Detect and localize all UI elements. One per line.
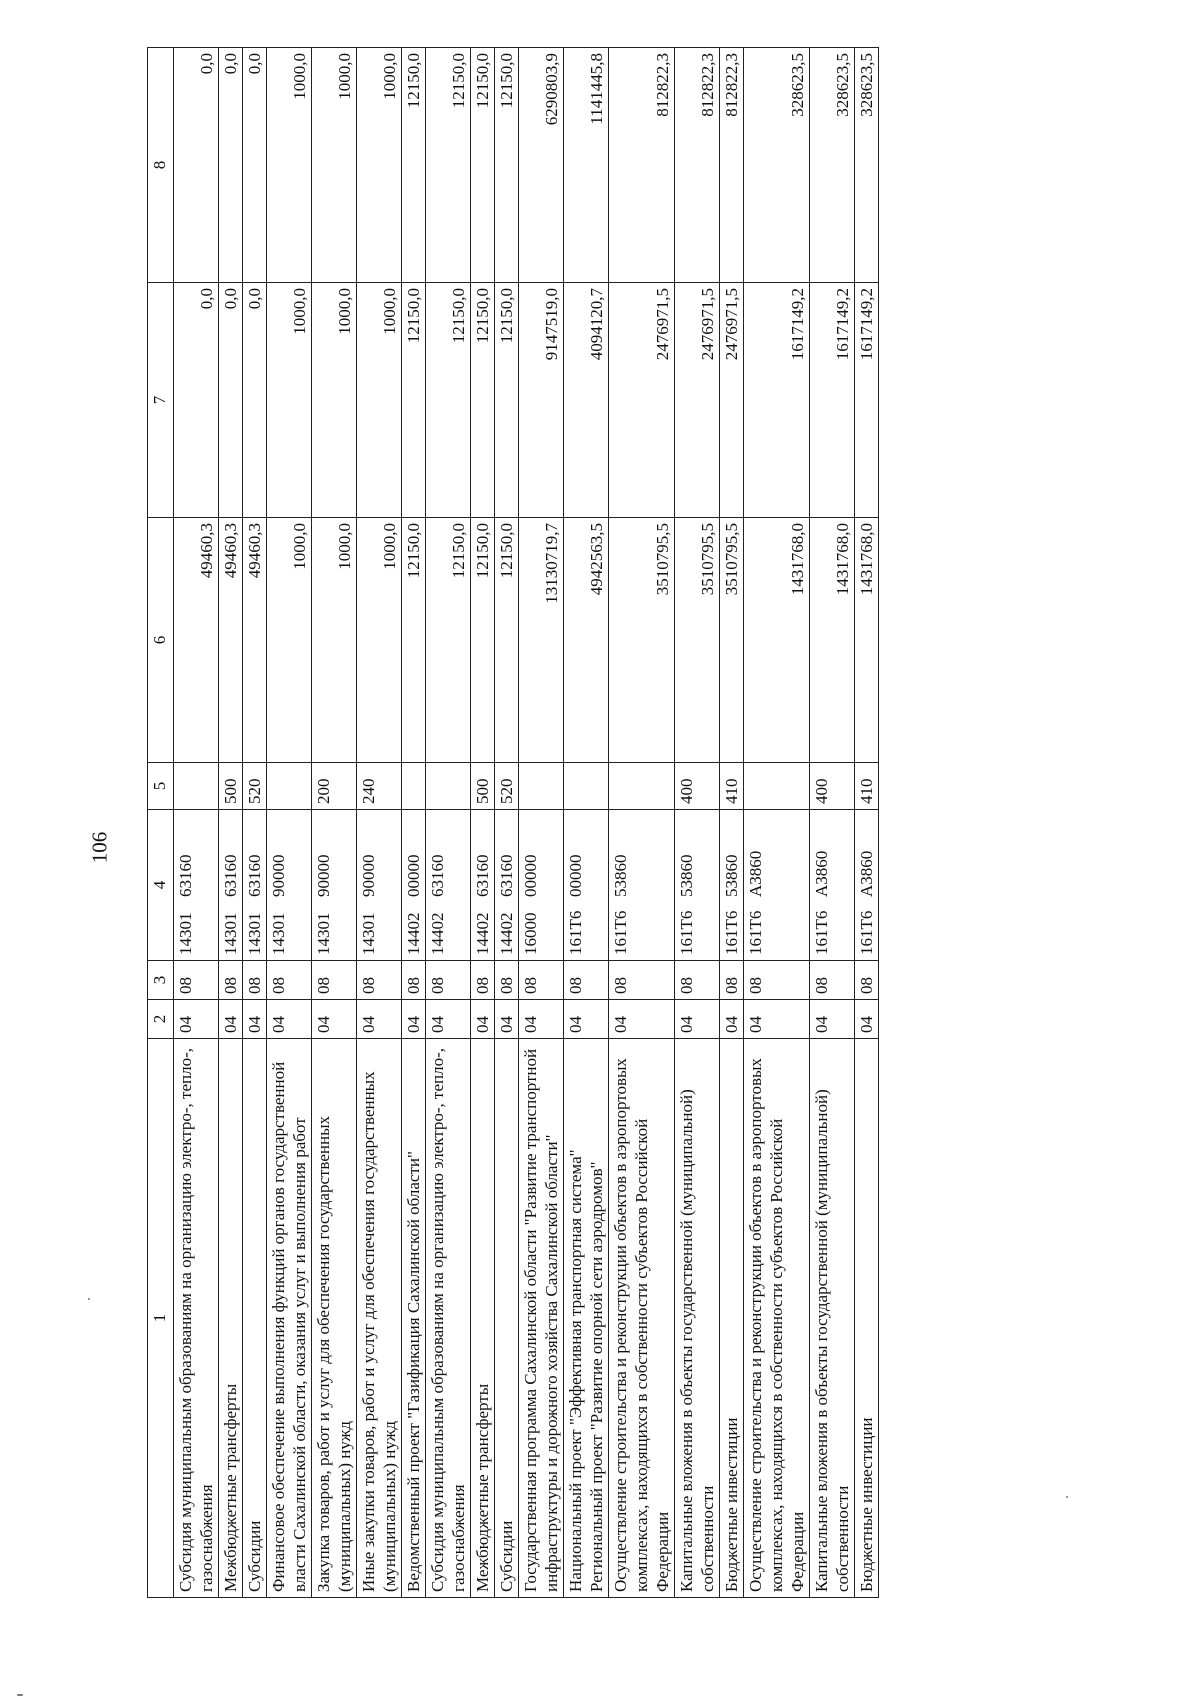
cell-c5: 400	[810, 763, 855, 810]
cell-target-code	[243, 810, 267, 961]
target-code-part: 90000	[269, 854, 288, 897]
cell-c5: 520	[243, 763, 267, 810]
cell-c8: 0,0	[243, 48, 267, 283]
target-code-part: 63160	[245, 854, 264, 897]
cell-c8: 812822,3	[720, 48, 744, 283]
target-code-part: 53860	[677, 854, 696, 897]
table-row	[219, 48, 243, 1598]
cell-name: Финансовое обеспечение выполнения функций органов государственной власти Сахалинской области, оказания услуг и выполнения работ	[267, 1039, 312, 1598]
header-cell: 4	[148, 810, 174, 961]
cell-c8: 1000,0	[312, 48, 357, 283]
cell-name: Капитальные вложения в объекты государственной (муниципальной) собственности	[675, 1039, 720, 1598]
target-code-part: А3860	[857, 850, 876, 897]
cell-name: Осуществление строительства и реконструкции объектов в аэропортовых комплексах, находящихся в собственности субъектов Российской Федерации	[609, 1039, 675, 1598]
cell-target-code	[675, 810, 720, 961]
cell-c7: 2476971,5	[609, 283, 675, 518]
cell-c3: 08	[855, 961, 879, 1000]
cell-c6: 3510795,5	[675, 518, 720, 763]
target-code-part: 14301	[314, 912, 333, 955]
cell-c7: 12150,0	[402, 283, 426, 518]
target-code-part: 90000	[314, 854, 333, 897]
cell-c3: 08	[426, 961, 471, 1000]
table-body	[174, 48, 879, 1598]
cell-c8: 6290803,9	[519, 48, 564, 283]
cell-c7: 0,0	[174, 283, 219, 518]
cell-c6: 49460,3	[243, 518, 267, 763]
cell-name: Субсидия муниципальным образованиям на организацию электро-, тепло-, газоснабжения	[174, 1039, 219, 1598]
cell-target-code	[495, 810, 519, 961]
cell-c7: 12150,0	[471, 283, 495, 518]
cell-c7: 1000,0	[267, 283, 312, 518]
target-code-part: 14301	[245, 912, 264, 955]
cell-c6: 13130719,7	[519, 518, 564, 763]
target-code-part: 14301	[269, 912, 288, 955]
cell-c7: 2476971,5	[720, 283, 744, 518]
cell-c3: 08	[744, 961, 810, 1000]
cell-c3: 08	[720, 961, 744, 1000]
cell-target-code	[312, 810, 357, 961]
target-code-part: 00000	[566, 854, 585, 897]
cell-c5: 500	[219, 763, 243, 810]
cell-c8: 328623,5	[744, 48, 810, 283]
header-cell: 3	[148, 961, 174, 1000]
target-code-part: 53860	[611, 854, 630, 897]
cell-c7: 1000,0	[357, 283, 402, 518]
cell-c6: 1000,0	[267, 518, 312, 763]
cell-c3: 08	[609, 961, 675, 1000]
target-code-part: 14402	[497, 912, 516, 955]
header-cell: 2	[148, 1000, 174, 1039]
table-row	[744, 48, 810, 1598]
cell-c5	[564, 763, 609, 810]
table-row	[357, 48, 402, 1598]
target-code-part: 53860	[722, 854, 741, 897]
cell-c7: 1617149,2	[744, 283, 810, 518]
cell-c8: 812822,3	[609, 48, 675, 283]
target-code-part: 161Т6	[722, 910, 741, 955]
cell-name: Межбюджетные трансферты	[219, 1039, 243, 1598]
cell-c6: 12150,0	[402, 518, 426, 763]
target-code-part: 90000	[359, 854, 378, 897]
target-code-part: 161Т6	[857, 910, 876, 955]
cell-c2: 04	[243, 1000, 267, 1039]
header-cell: 1	[148, 1039, 174, 1598]
cell-target-code	[219, 810, 243, 961]
cell-c6: 1431768,0	[855, 518, 879, 763]
cell-c5	[174, 763, 219, 810]
target-code-part: 00000	[404, 854, 423, 897]
cell-c7: 0,0	[243, 283, 267, 518]
cell-name: Капитальные вложения в объекты государственной (муниципальной) собственности	[810, 1039, 855, 1598]
cell-c3: 08	[243, 961, 267, 1000]
target-code-part: 161Т6	[746, 910, 765, 955]
table-row	[312, 48, 357, 1598]
cell-target-code	[402, 810, 426, 961]
header-cell: 8	[148, 48, 174, 283]
table-row	[720, 48, 744, 1598]
cell-target-code	[174, 810, 219, 961]
cell-c3: 08	[810, 961, 855, 1000]
cell-c3: 08	[675, 961, 720, 1000]
cell-c7: 9147519,0	[519, 283, 564, 518]
table-row	[495, 48, 519, 1598]
cell-c6: 4942563,5	[564, 518, 609, 763]
page-number: 106	[87, 831, 112, 864]
target-code-part: 14402	[473, 912, 492, 955]
target-code-part: 14301	[359, 912, 378, 955]
scan-dust	[1066, 1496, 1068, 1498]
target-code-part: 00000	[521, 854, 540, 897]
cell-c7: 12150,0	[495, 283, 519, 518]
cell-c8: 1000,0	[357, 48, 402, 283]
table-row	[174, 48, 219, 1598]
cell-c7: 0,0	[219, 283, 243, 518]
table-row	[675, 48, 720, 1598]
cell-c2: 04	[267, 1000, 312, 1039]
target-code-part: 63160	[176, 854, 195, 897]
cell-c3: 08	[312, 961, 357, 1000]
cell-c2: 04	[402, 1000, 426, 1039]
cell-c5: 410	[720, 763, 744, 810]
cell-c5	[609, 763, 675, 810]
cell-c5	[519, 763, 564, 810]
cell-c7: 2476971,5	[675, 283, 720, 518]
cell-c7: 12150,0	[426, 283, 471, 518]
cell-c2: 04	[426, 1000, 471, 1039]
cell-c5: 500	[471, 763, 495, 810]
target-code-part: 14301	[221, 912, 240, 955]
cell-name: Иные закупки товаров, работ и услуг для обеспечения государственных (муниципальных) нужд	[357, 1039, 402, 1598]
budget-table	[147, 47, 879, 1598]
cell-c6: 12150,0	[471, 518, 495, 763]
cell-c3: 08	[267, 961, 312, 1000]
cell-c5	[426, 763, 471, 810]
target-code-part: 63160	[428, 854, 447, 897]
table-row	[243, 48, 267, 1598]
target-code-part: 161Т6	[677, 910, 696, 955]
target-code-part: 14402	[404, 912, 423, 955]
table-row	[564, 48, 609, 1598]
table-row	[519, 48, 564, 1598]
table-row	[471, 48, 495, 1598]
header-cell: 7	[148, 283, 174, 518]
cell-target-code	[609, 810, 675, 961]
target-code-part: 14301	[176, 912, 195, 955]
cell-c5: 240	[357, 763, 402, 810]
cell-name: Субсидии	[243, 1039, 267, 1598]
cell-c8: 12150,0	[471, 48, 495, 283]
target-code-part: 63160	[221, 854, 240, 897]
cell-c8: 12150,0	[426, 48, 471, 283]
table-row	[426, 48, 471, 1598]
cell-target-code	[720, 810, 744, 961]
cell-name: Национальный проект "Эффективная транспортная система" Региональный проект "Развитие опорной сети аэродромов"	[564, 1039, 609, 1598]
cell-c2: 04	[720, 1000, 744, 1039]
cell-c6: 1000,0	[357, 518, 402, 763]
cell-c6: 1000,0	[312, 518, 357, 763]
cell-target-code	[744, 810, 810, 961]
target-code-part: 16000	[521, 912, 540, 955]
cell-c6: 3510795,5	[609, 518, 675, 763]
target-code-part: А3860	[812, 850, 831, 897]
cell-name: Осуществление строительства и реконструкции объектов в аэропортовых комплексах, находящихся в собственности субъектов Российской Федерации	[744, 1039, 810, 1598]
cell-name: Бюджетные инвестиции	[720, 1039, 744, 1598]
cell-c5: 410	[855, 763, 879, 810]
cell-c5: 200	[312, 763, 357, 810]
cell-c5	[267, 763, 312, 810]
cell-c6: 49460,3	[174, 518, 219, 763]
cell-target-code	[810, 810, 855, 961]
header-cell: 6	[148, 518, 174, 763]
scan-dust	[17, 1694, 23, 1696]
table-row	[402, 48, 426, 1598]
target-code-part: 14402	[428, 912, 447, 955]
cell-target-code	[519, 810, 564, 961]
cell-c3: 08	[357, 961, 402, 1000]
cell-c2: 04	[855, 1000, 879, 1039]
table-row	[855, 48, 879, 1598]
cell-target-code	[357, 810, 402, 961]
cell-c7: 1000,0	[312, 283, 357, 518]
cell-c3: 08	[219, 961, 243, 1000]
table-row	[267, 48, 312, 1598]
cell-c2: 04	[495, 1000, 519, 1039]
cell-c6: 12150,0	[495, 518, 519, 763]
cell-name: Бюджетные инвестиции	[855, 1039, 879, 1598]
budget-table-rotated	[147, 48, 1103, 1598]
target-code-part: 161Т6	[812, 910, 831, 955]
cell-name: Межбюджетные трансферты	[471, 1039, 495, 1598]
cell-c8: 328623,5	[855, 48, 879, 283]
cell-name: Государственная программа Сахалинской области "Развитие транспортной инфраструктуры и дорожного хозяйства Сахалинской области"	[519, 1039, 564, 1598]
cell-target-code	[426, 810, 471, 961]
target-code-part: 161Т6	[566, 910, 585, 955]
header-row	[148, 48, 174, 1598]
scan-dust	[88, 1298, 90, 1300]
cell-c2: 04	[810, 1000, 855, 1039]
cell-target-code	[267, 810, 312, 961]
cell-c8: 1141445,8	[564, 48, 609, 283]
target-code-part: 161Т6	[611, 910, 630, 955]
cell-name: Субсидии	[495, 1039, 519, 1598]
target-code-part: 63160	[497, 854, 516, 897]
cell-c5: 520	[495, 763, 519, 810]
cell-c2: 04	[219, 1000, 243, 1039]
cell-c8: 0,0	[219, 48, 243, 283]
cell-c8: 0,0	[174, 48, 219, 283]
cell-c6: 3510795,5	[720, 518, 744, 763]
cell-c5: 400	[675, 763, 720, 810]
cell-target-code	[855, 810, 879, 961]
cell-c3: 08	[519, 961, 564, 1000]
cell-name: Ведомственный проект "Газификация Сахалинской области"	[402, 1039, 426, 1598]
cell-c3: 08	[174, 961, 219, 1000]
cell-c3: 08	[564, 961, 609, 1000]
cell-c2: 04	[312, 1000, 357, 1039]
cell-c5	[744, 763, 810, 810]
cell-c3: 08	[402, 961, 426, 1000]
target-code-part: А3860	[746, 850, 765, 897]
cell-c8: 12150,0	[495, 48, 519, 283]
cell-c2: 04	[609, 1000, 675, 1039]
cell-c2: 04	[471, 1000, 495, 1039]
cell-target-code	[471, 810, 495, 961]
cell-c2: 04	[744, 1000, 810, 1039]
cell-c7: 4094120,7	[564, 283, 609, 518]
cell-c6: 1431768,0	[810, 518, 855, 763]
cell-name: Субсидия муниципальным образованиям на организацию электро-, тепло-, газоснабжения	[426, 1039, 471, 1598]
table-row	[810, 48, 855, 1598]
cell-c2: 04	[174, 1000, 219, 1039]
cell-c3: 08	[471, 961, 495, 1000]
cell-c7: 1617149,2	[855, 283, 879, 518]
cell-c8: 12150,0	[402, 48, 426, 283]
table-row	[609, 48, 675, 1598]
cell-c2: 04	[564, 1000, 609, 1039]
cell-c6: 49460,3	[219, 518, 243, 763]
cell-c8: 812822,3	[675, 48, 720, 283]
cell-c3: 08	[495, 961, 519, 1000]
cell-c2: 04	[357, 1000, 402, 1039]
cell-c2: 04	[519, 1000, 564, 1039]
cell-c6: 1431768,0	[744, 518, 810, 763]
cell-target-code	[564, 810, 609, 961]
cell-c6: 12150,0	[426, 518, 471, 763]
cell-c5	[402, 763, 426, 810]
cell-c8: 328623,5	[810, 48, 855, 283]
target-code-part: 63160	[473, 854, 492, 897]
header-cell: 5	[148, 763, 174, 810]
cell-c2: 04	[675, 1000, 720, 1039]
cell-c8: 1000,0	[267, 48, 312, 283]
cell-c7: 1617149,2	[810, 283, 855, 518]
cell-name: Закупка товаров, работ и услуг для обеспечения государственных (муниципальных) нужд	[312, 1039, 357, 1598]
